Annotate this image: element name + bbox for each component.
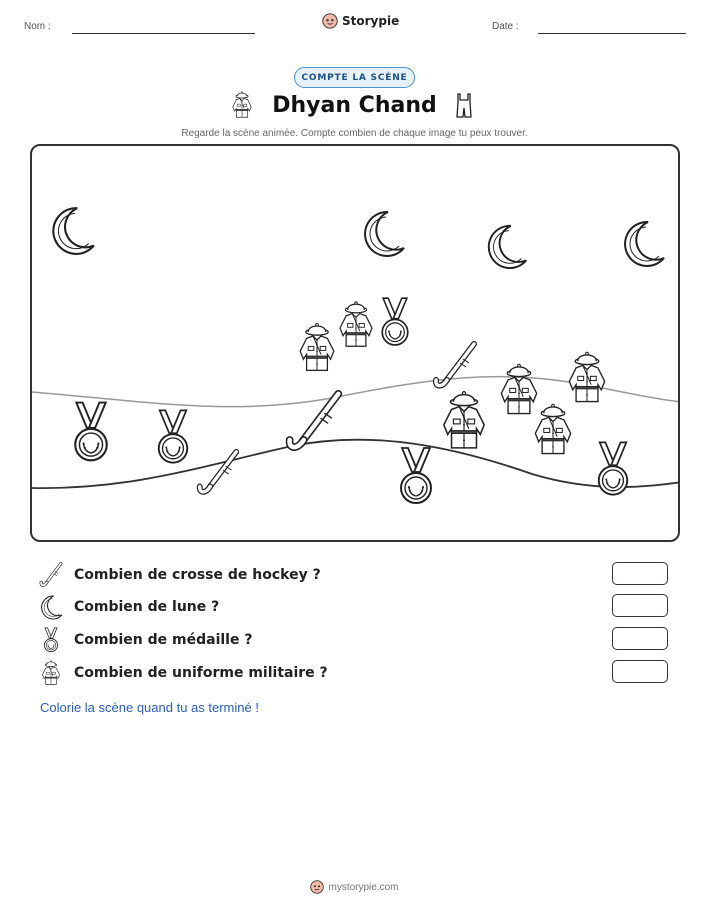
question-text: Combien de médaille ? [74,632,253,648]
moon-icon [489,226,526,268]
moon-icon [38,594,64,620]
answer-box-hockey-stick[interactable] [612,562,668,585]
question-text: Combien de crosse de hockey ? [74,567,321,583]
military-uniform-icon [569,352,604,401]
medal-icon [599,442,628,494]
moon-icon [53,208,94,254]
military-uniform-icon [340,302,372,347]
hockey-stick-icon [38,562,64,588]
military-uniform-icon [38,660,64,686]
answer-box-moon[interactable] [612,594,668,617]
overalls-icon [454,92,474,118]
footer-url: mystorypie.com [328,881,399,893]
answer-box-medal[interactable] [612,627,668,650]
moon-icon [625,222,664,266]
name-line[interactable] [72,33,255,34]
military-uniform-icon [535,404,570,453]
question-row-moon [38,594,678,620]
footer [0,880,709,894]
brand-name: Storypie [342,14,400,28]
question-row-medal [38,627,678,653]
storypie-logo-icon [322,13,338,29]
medal-icon [159,410,188,462]
moon-icon [365,212,404,256]
scene-canvas [32,146,680,542]
military-uniform-icon [444,392,484,448]
counting-scene[interactable] [30,144,680,542]
date-label: Date : [492,21,519,32]
hockey-stick-icon [200,452,237,492]
medal-icon [38,627,64,653]
question-row-military-uniform [38,660,678,686]
question-text: Combien de lune ? [74,599,220,615]
answer-box-military-uniform[interactable] [612,660,668,683]
hill-line-front [32,440,680,488]
question-row-hockey-stick [38,562,678,588]
page-title: Dhyan Chand [272,93,437,118]
storypie-logo-icon [310,880,324,894]
military-uniform-icon [501,364,536,413]
medal-icon [401,448,431,503]
medal-icon [75,403,107,461]
military-uniform-icon [300,324,334,371]
date-line[interactable] [538,33,686,34]
question-text: Combien de uniforme militaire ? [74,665,328,681]
hockey-stick-icon [290,394,339,447]
brand-logo [322,13,399,29]
medal-icon [382,298,408,345]
activity-badge: COMPTE LA SCÈNE [294,67,415,88]
instructions: Regarde la scène animée. Compte combien de chaque image tu peux trouver. [181,128,528,139]
name-label: Nom : [24,21,51,32]
coloring-instruction: Colorie la scène quand tu as terminé ! [40,700,259,715]
